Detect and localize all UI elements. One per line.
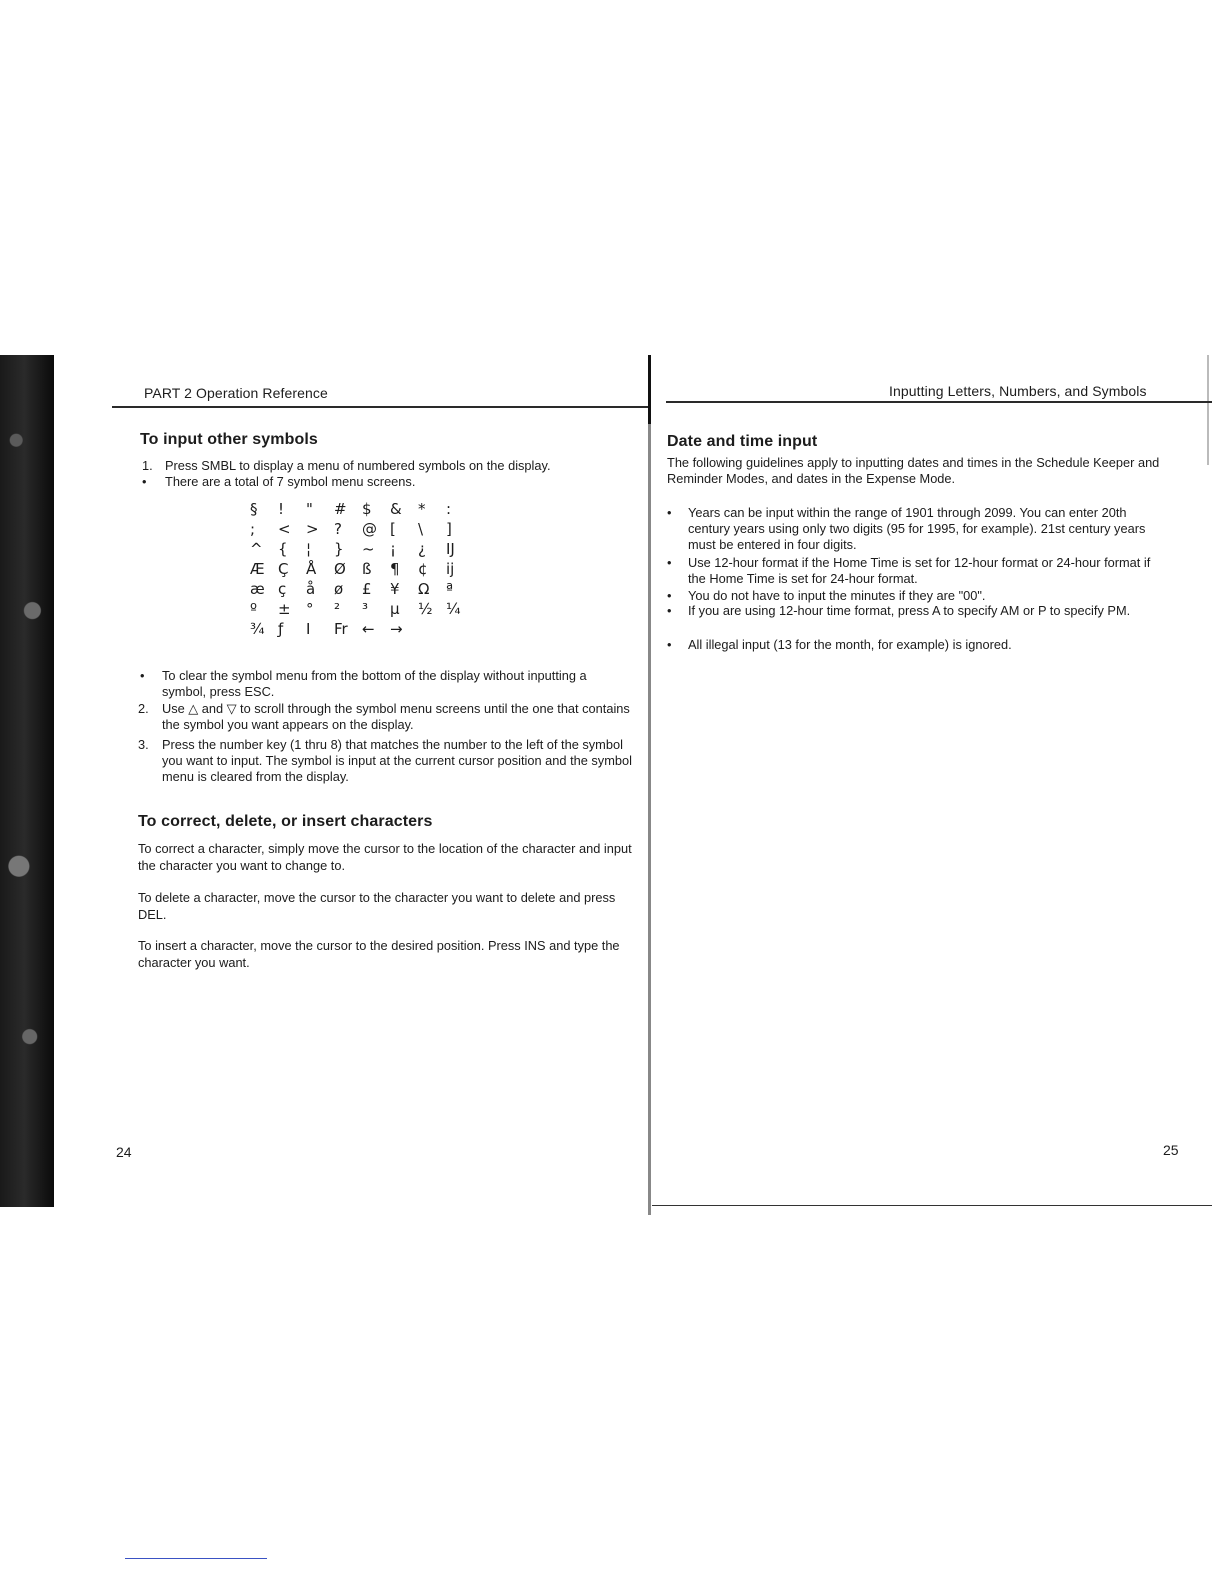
footer-link-underline [125, 1558, 267, 1559]
paragraph-delete: To delete a character, move the cursor to the character you want to delete and press DEL. [138, 890, 616, 922]
page-number-right: 25 [1163, 1142, 1179, 1158]
bullet-text: All illegal input (13 for the month, for example) is ignored. [688, 637, 1012, 652]
symbol-cell: ¾ [250, 620, 265, 638]
symbol-cell: Å [306, 560, 317, 578]
page-number-left: 24 [116, 1144, 132, 1160]
step-text: Use △ and ▽ to scroll through the symbol menu screens until the one that contains the symbol you want appears on the display. [162, 701, 630, 732]
bullet-marker: • [140, 668, 145, 683]
symbol-cell: ¡ [390, 540, 397, 558]
symbol-cell: { [278, 540, 288, 558]
step-text: Press SMBL to display a menu of numbered symbols on the display. [165, 458, 551, 473]
symbol-cell: $ [362, 500, 372, 518]
symbol-cell: } [334, 540, 344, 558]
symbol-cell: Ω [418, 580, 430, 598]
symbol-cell: ß [362, 560, 372, 578]
left-running-header: PART 2 Operation Reference [144, 385, 328, 401]
symbol-cell: \ [418, 520, 424, 538]
symbol-cell: ~ [362, 540, 375, 558]
step-number: 2. [138, 701, 149, 716]
symbol-cell: ] [446, 520, 452, 538]
manual-spread [0, 355, 1224, 1215]
symbol-cell: & [390, 500, 402, 518]
bullet-marker: • [667, 637, 672, 652]
bullet-marker: • [142, 474, 147, 489]
symbol-cell: ° [306, 600, 314, 618]
symbol-cell: ← [362, 620, 375, 638]
symbol-cell: > [306, 520, 319, 538]
symbol-cell: Fr [334, 620, 348, 638]
bullet-marker: • [667, 588, 672, 603]
symbol-cell [446, 620, 474, 640]
bullet-marker: • [667, 603, 672, 618]
symbol-cell: å [306, 580, 316, 598]
paragraph-correct: To correct a character, simply move the cursor to the location of the character and input the character you want to change to. [138, 841, 632, 873]
symbol-cell: IJ [446, 540, 455, 558]
symbol-cell: º [250, 600, 258, 618]
right-page [652, 355, 1212, 1207]
bullet-text: To clear the symbol menu from the bottom of the display without inputting a symbol, press ESC. [162, 668, 587, 699]
symbol-cell: £ [362, 580, 372, 598]
symbol-cell: Æ [250, 560, 265, 578]
symbol-cell: ½ [418, 600, 433, 618]
book-spine [648, 355, 651, 1215]
symbol-cell: ç [278, 580, 287, 598]
step-text: Press the number key (1 thru 8) that matches the number to the left of the symbol you want to input. The symbol is input at the current cursor position and the symbol menu is cleared from the display. [162, 737, 632, 784]
symbol-cell: : [446, 500, 452, 518]
symbol-cell: µ [390, 600, 400, 618]
symbol-cell: ± [278, 600, 291, 618]
symbol-cell: Ø [334, 560, 346, 578]
symbol-cell: ƒ [278, 620, 284, 638]
symbol-cell: ¦ [306, 540, 312, 558]
symbol-cell [418, 620, 446, 640]
right-running-header: Inputting Letters, Numbers, and Symbols [889, 383, 1147, 399]
symbol-cell: ij [446, 560, 455, 578]
step-number: 1. [142, 458, 153, 473]
scan-edge-shadow [0, 355, 54, 1207]
bottom-rule [652, 1205, 1212, 1206]
symbol-cell: æ [250, 580, 265, 598]
symbol-cell: [ [390, 520, 396, 538]
header-rule [112, 406, 650, 408]
bullet-text: Years can be input within the range of 1901 through 2099. You can enter 20th century years using only two digits (95 for 1995, for example). 21st century years must be entered in four digits. [688, 505, 1146, 552]
bullet-marker: • [667, 505, 672, 520]
symbol-cell: ¶ [390, 560, 400, 578]
section-title-other-symbols: To input other symbols [140, 431, 318, 448]
symbol-menu-table [250, 500, 474, 640]
symbol-cell: # [334, 500, 347, 518]
symbol-cell: ¿ [418, 540, 426, 558]
paragraph-insert: To insert a character, move the cursor to the desired position. Press INS and type the character you want. [138, 938, 620, 970]
symbol-cell: ª [446, 580, 454, 598]
left-page [54, 355, 650, 1207]
symbol-cell: ¥ [390, 580, 400, 598]
symbol-cell: * [418, 500, 426, 518]
symbol-cell: § [250, 500, 258, 518]
intro-paragraph: The following guidelines apply to inputting dates and times in the Schedule Keeper and Reminder Modes, and dates in the Expense Mode. [667, 455, 1160, 486]
symbol-cell: < [278, 520, 291, 538]
symbol-cell: ¼ [446, 600, 461, 618]
symbol-cell: ^ [250, 540, 263, 558]
symbol-cell: ø [334, 580, 344, 598]
step-number: 3. [138, 737, 149, 752]
symbol-cell: → [390, 620, 403, 638]
section-title-date-time: Date and time input [667, 433, 818, 450]
symbol-cell: ; [250, 520, 256, 538]
symbol-cell: ! [278, 500, 285, 518]
symbol-cell: ? [334, 520, 342, 538]
symbol-cell: ¢ [418, 560, 428, 578]
symbol-cell: Ç [278, 560, 289, 578]
symbol-cell: @ [362, 520, 377, 538]
bullet-marker: • [667, 555, 672, 570]
bullet-text: You do not have to input the minutes if they are "00". [688, 588, 986, 603]
symbol-cell: ³ [362, 600, 369, 618]
symbol-cell: I [306, 620, 311, 638]
symbol-cell: ² [334, 600, 341, 618]
bullet-text: There are a total of 7 symbol menu screens. [165, 474, 416, 489]
bullet-text: Use 12-hour format if the Home Time is set for 12-hour format or 24-hour format if the Home Time is set for 24-hour format. [688, 555, 1151, 586]
bullet-text: If you are using 12-hour time format, press A to specify AM or P to specify PM. [688, 603, 1131, 618]
symbol-cell: " [306, 500, 313, 518]
section-title-correct-delete-insert: To correct, delete, or insert characters [138, 813, 433, 830]
header-rule [666, 401, 1212, 403]
